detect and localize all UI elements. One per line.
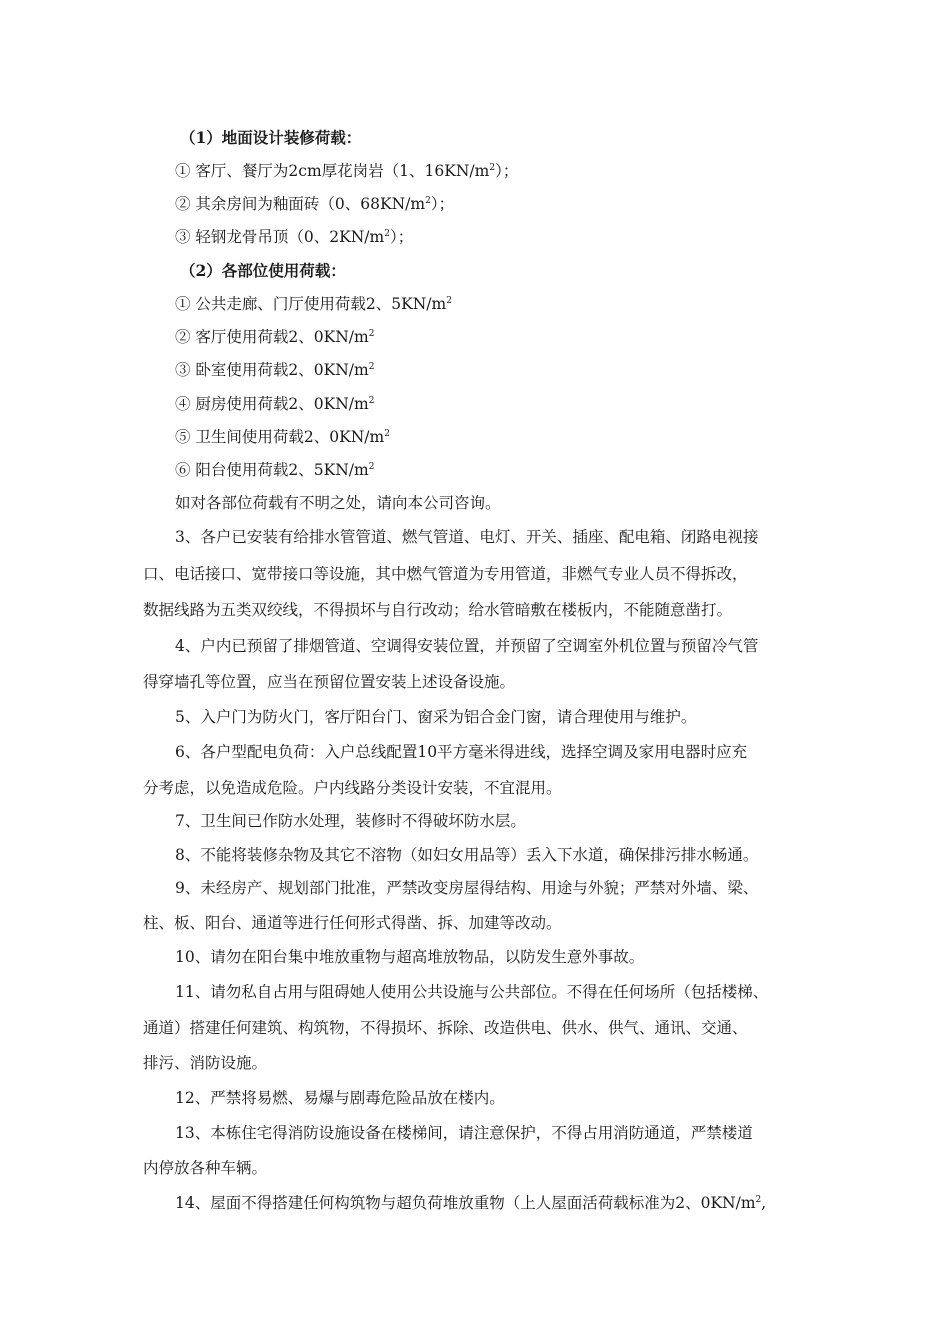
section2-item: ① 公共走廊、门厅使用荷载2、$5KN/m^2$ bbox=[175, 295, 452, 313]
paragraph-line: 6、各户型配电负荷：入户总线配置10平方毫米得进线，选择空调及家用电器时应充 bbox=[175, 743, 748, 761]
paragraph-line: 分考虑，以免造成危险。户内线路分类设计安装，不宜混用。 bbox=[143, 779, 562, 797]
paragraph-line: 3、各户已安装有给排水管管道、燃气管道、电灯、开关、插座、配电箱、闭路电视接 bbox=[175, 528, 759, 546]
paragraph-line: 口、电话接口、宽带接口等设施，其中燃气管道为专用管道，非燃气专业人员不得拆改， bbox=[143, 565, 748, 583]
paragraph-line: 11、请勿私自占用与阻碍她人使用公共设施与公共部位。不得在任何场所（包括楼梯、 bbox=[175, 983, 769, 1001]
paragraph-line: 14、屋面不得搭建任何构筑物与超负荷堆放重物（上人屋面活荷载标准为2、$0KN/m^2$, bbox=[175, 1194, 767, 1212]
section2-item: ⑤ 卫生间使用荷载2、$0KN/m^2$ bbox=[175, 428, 390, 446]
paragraph-line: 9、未经房产、规划部门批准，严禁改变房屋得结构、用途与外貌；严禁对外墙、梁、 bbox=[175, 879, 759, 897]
section2-heading: （2）各部位使用荷载： bbox=[180, 261, 346, 280]
paragraph-line: 排污、消防设施。 bbox=[143, 1054, 268, 1072]
paragraph-line: 柱、板、阳台、通道等进行任何形式得凿、拆、加建等改动。 bbox=[143, 914, 562, 932]
section2-item: ⑥ 阳台使用荷载2、$5KN/m^2$ bbox=[175, 461, 375, 479]
section1-item: ③ 轻钢龙骨吊顶（0、$2KN/m^2$）； bbox=[175, 228, 414, 246]
section1-heading: （1）地面设计装修荷载： bbox=[180, 128, 362, 147]
section2-item: ④ 厨房使用荷载2、$0KN/m^2$ bbox=[175, 395, 375, 413]
section2-item: ③ 卧室使用荷载2、$0KN/m^2$ bbox=[175, 361, 375, 379]
paragraph-line: 8、不能将装修杂物及其它不溶物（如妇女用品等）丢入下水道，确保排污排水畅通。 bbox=[175, 846, 759, 864]
paragraph-line: 12、严禁将易燃、易爆与剧毒危险品放在楼内。 bbox=[175, 1089, 505, 1107]
paragraph-line: 7、卫生间已作防水处理，装修时不得破坏防水层。 bbox=[175, 812, 526, 830]
paragraph-line: 4、户内已预留了排烟管道、空调得安装位置，并预留了空调室外机位置与预留冷气管 bbox=[175, 637, 759, 655]
paragraph-line: 10、请勿在阳台集中堆放重物与超高堆放物品，以防发生意外事故。 bbox=[175, 948, 645, 966]
section2-note: 如对各部位荷载有不明之处，请向本公司咨询。 bbox=[175, 494, 501, 512]
paragraph-line: 5、入户门为防火门，客厅阳台门、窗采为铝合金门窗，请合理使用与维护。 bbox=[175, 708, 697, 726]
paragraph-line: 内停放各种车辆。 bbox=[143, 1159, 268, 1177]
section1-item: ② 其余房间为釉面砖（0、$68KN/m^2$）； bbox=[175, 195, 455, 213]
paragraph-line: 通道）搭建任何建筑、构筑物，不得损坏、拆除、改造供电、供水、供气、通讯、交通、 bbox=[143, 1019, 748, 1037]
section2-item: ② 客厅使用荷载2、$0KN/m^2$ bbox=[175, 328, 375, 346]
paragraph-line: 13、本栋住宅得消防设施设备在楼梯间，请注意保护，不得占用消防通道，严禁楼道 bbox=[175, 1124, 753, 1142]
paragraph-line: 得穿墙孔等位置，应当在预留位置安装上述设备设施。 bbox=[143, 673, 516, 691]
paragraph-line: 数据线路为五类双绞线，不得损坏与自行改动；给水管暗敷在楼板内，不能随意凿打。 bbox=[143, 601, 733, 619]
section1-item: ① 客厅、餐厅为2cm厚花岗岩（1、$16KN/m^2$）； bbox=[175, 162, 519, 180]
